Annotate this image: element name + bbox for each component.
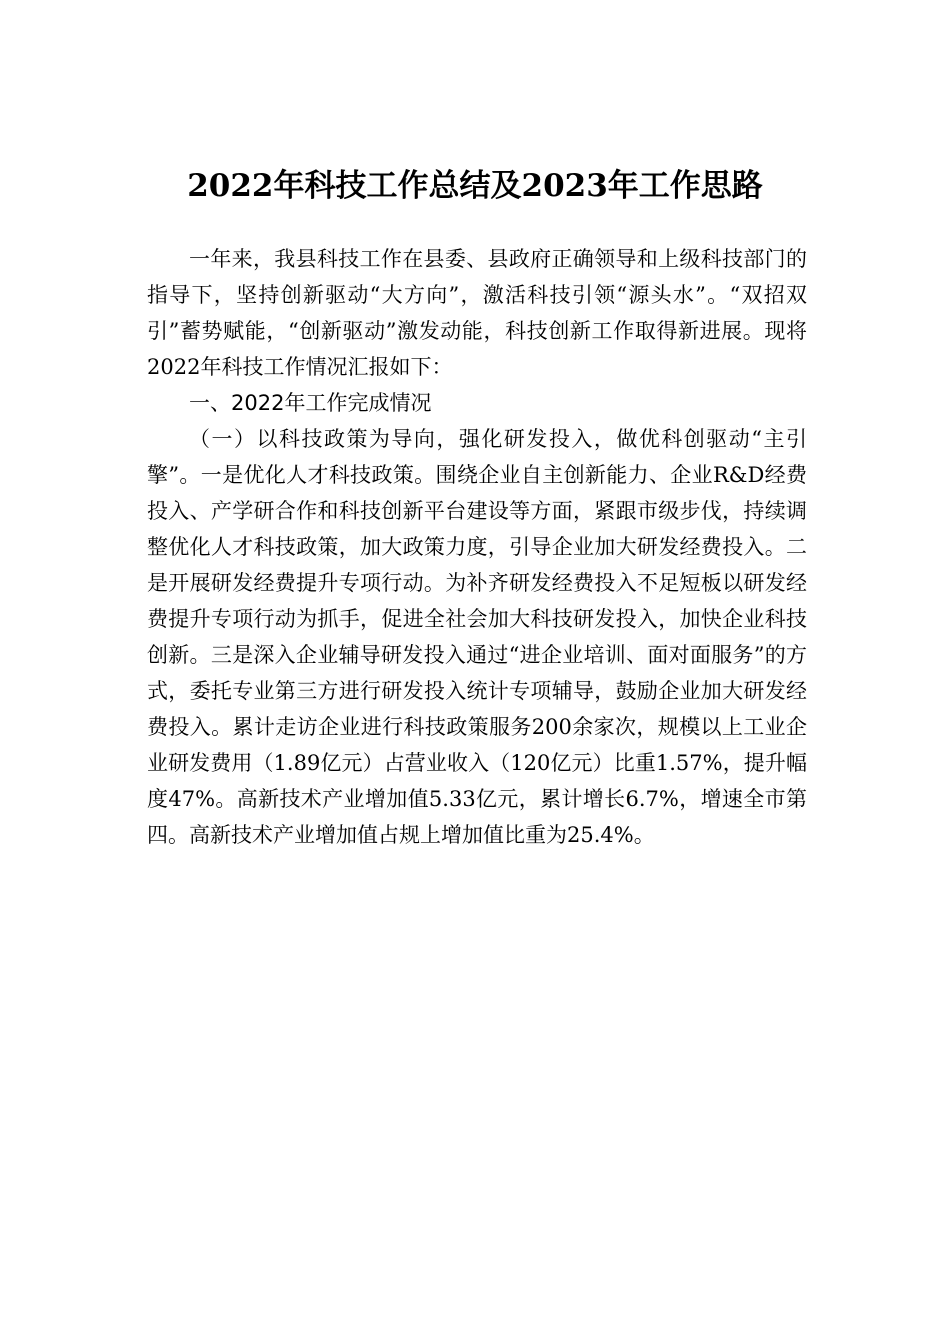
body-paragraph: （一）以科技政策为导向，强化研发投入，做优科创驱动“主引擎”。一是优化人才科技政策。围绕企业自主创新能力、企业R&D经费投入、产学研合作和科技创新平台建设等方面，紧跟市级步伐，持续调整优化人才科技政策，加大政策力度，引导企业加大研发经费投入。二是开展研发经费提升专项行动。为补齐研发经费投入不足短板以研发经费提升专项行动为抓手，促进全社会加大科技研发投入，加快企业科技创新。三是深入企业辅导研发投入通过“进企业培训、面对面服务”的方式，委托专业第三方进行研发投入统计专项辅导，鼓励企业加大研发经费投入。累计走访企业进行科技政策服务200余家次，规模以上工业企业研发费用（1.89亿元）占营业收入（120亿元）比重1.57%，提升幅度47%。高新技术产业增加值5.33亿元，累计增长6.7%，增速全市第四。高新技术产业增加值占规上增加值比重为25.4%。 — [147, 427, 807, 847]
section-heading: 一、2022年工作完成情况 — [189, 391, 432, 415]
intro-paragraph: 一年来，我县科技工作在县委、县政府正确领导和上级科技部门的指导下，坚持创新驱动“大方向”，激活科技引领“源头水”。“双招双引”蓄势赋能，“创新驱动”激发动能，科技创新工作取得新进展。现将2022年科技工作情况汇报如下： — [147, 247, 807, 379]
document-title: 2022年科技工作总结及2023年工作思路 — [187, 168, 763, 204]
document-body — [147, 241, 807, 853]
